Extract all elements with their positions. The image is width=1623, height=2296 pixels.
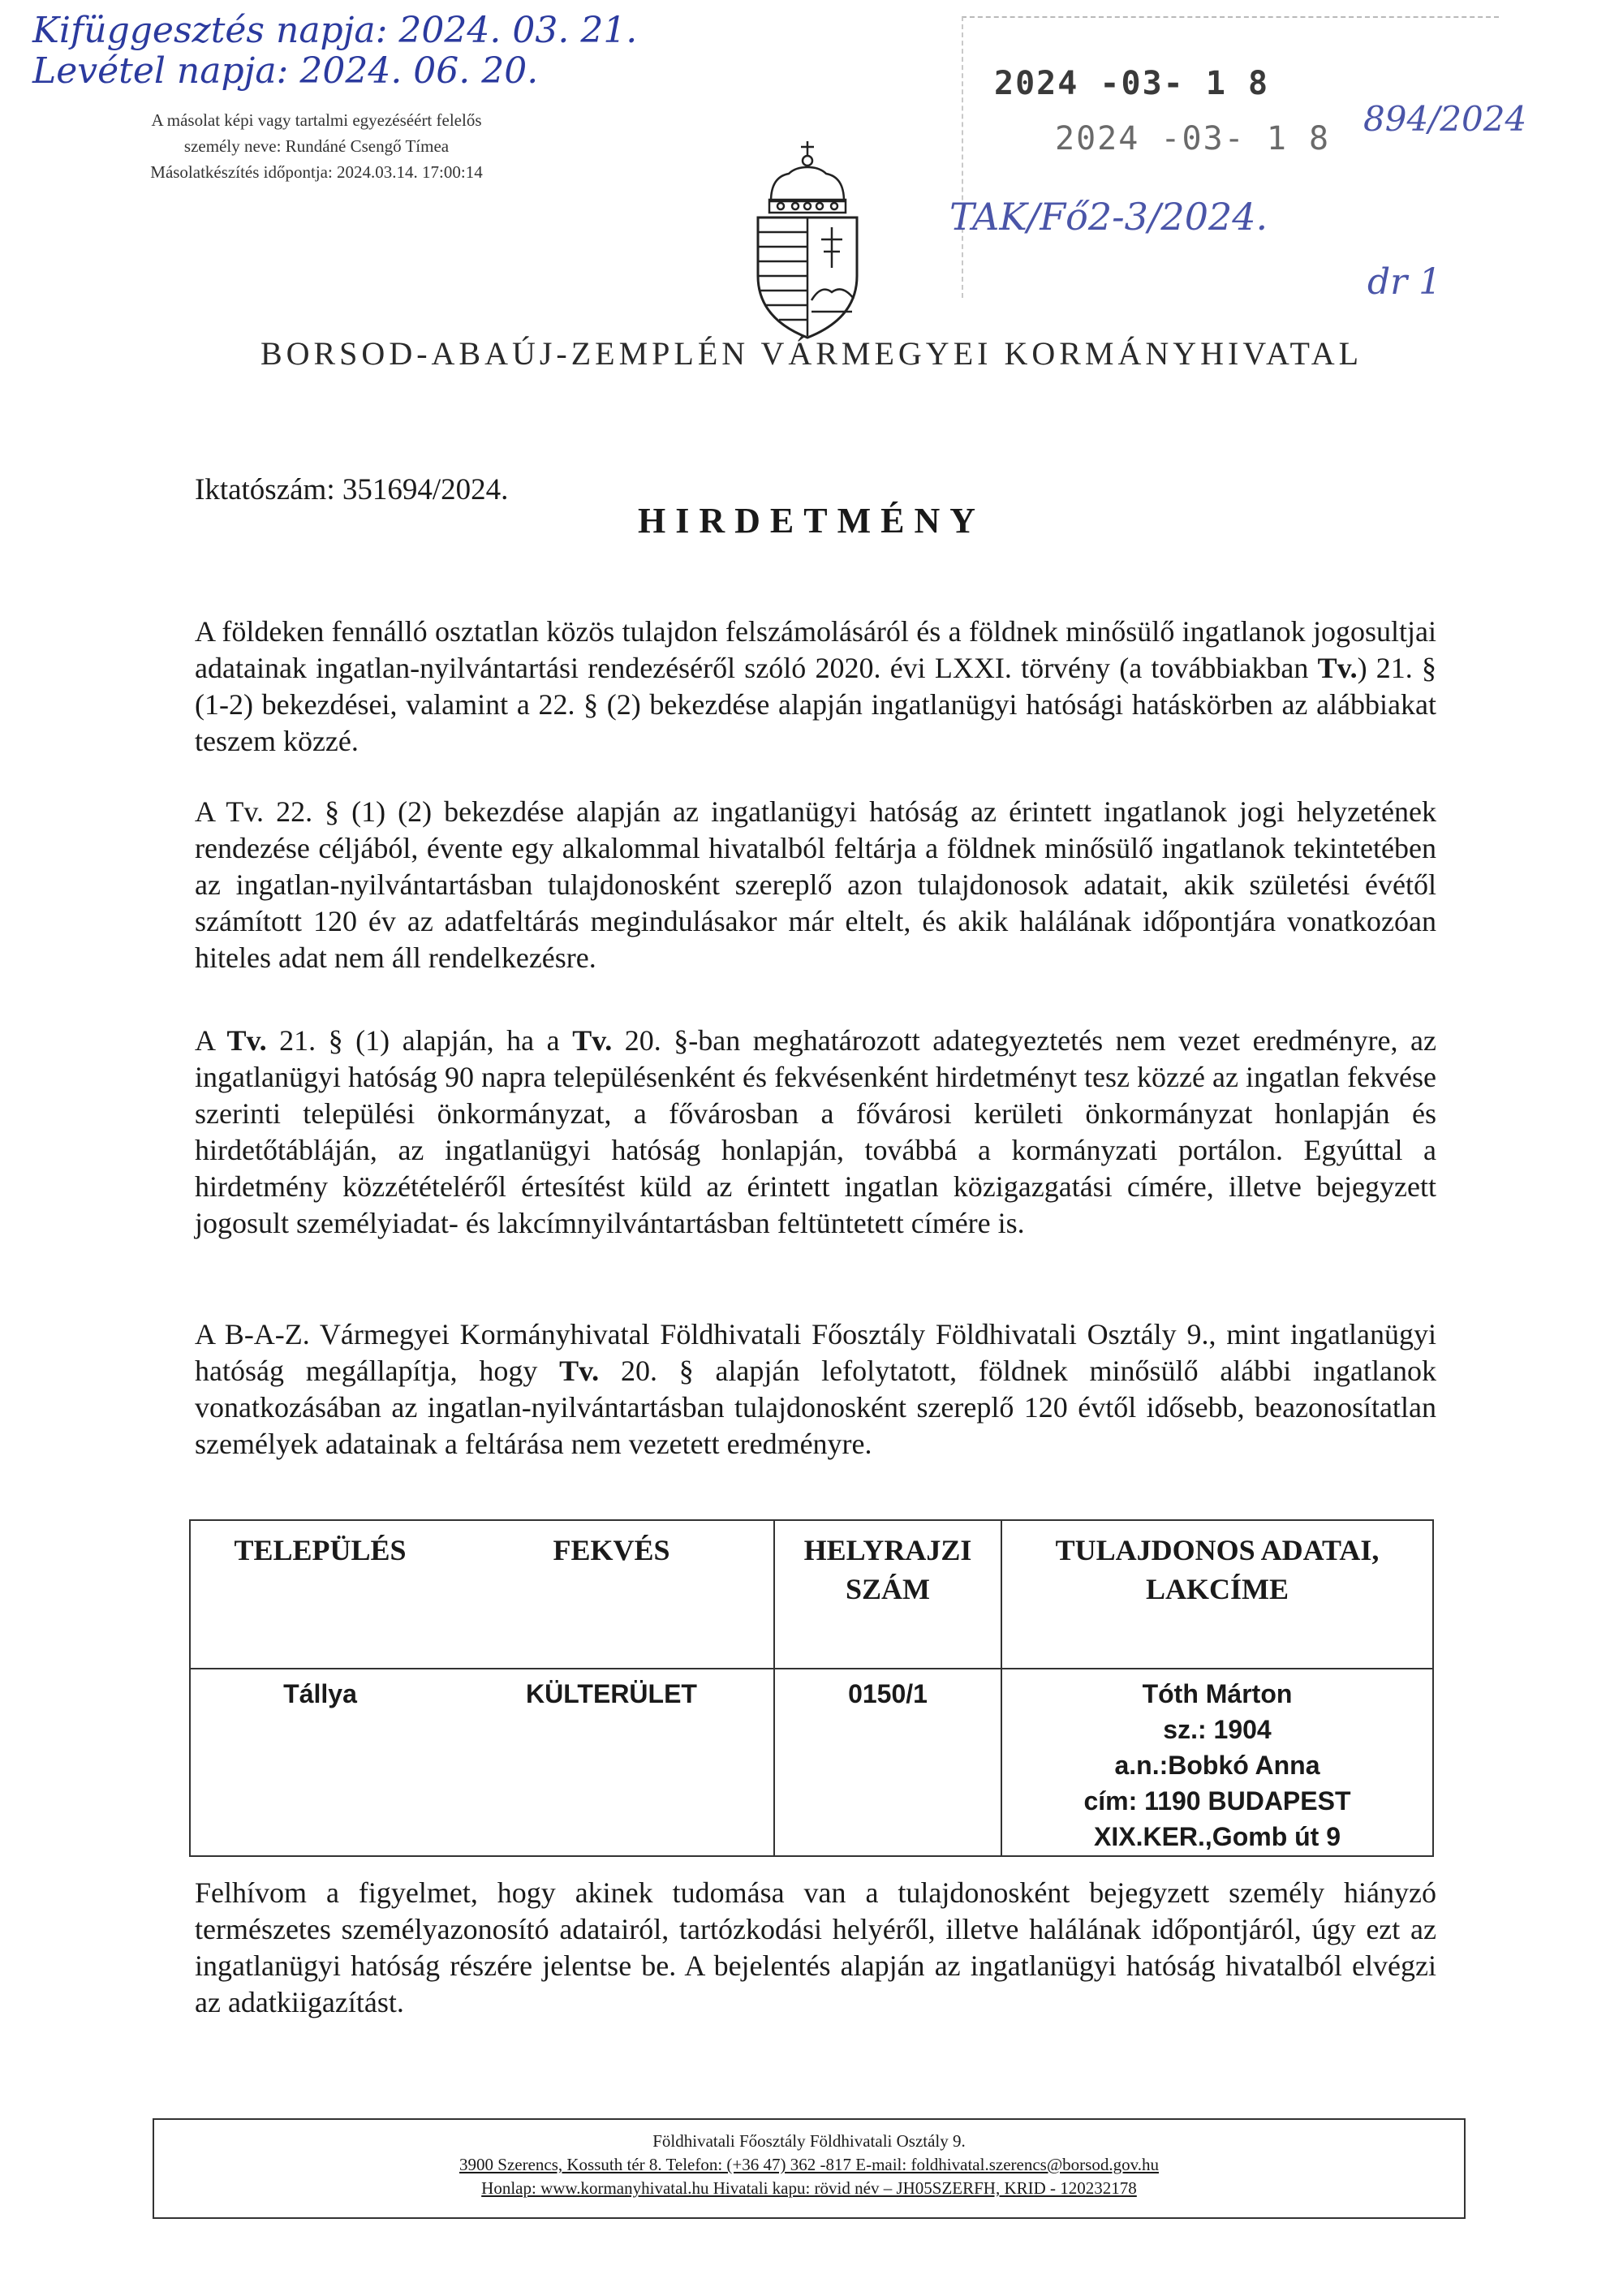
paragraph-findings: A B-A-Z. Vármegyei Kormányhivatal Földhivatali Főosztály Földhivatali Osztály 9., mint ingatlanügyi hatóság megállapítja, hogy Tv. 20. § alapján lefolytatott, földnek minősülő alábbi ingatlanok vonatkozásában az ingatlan-nyilvántartásban tulajdonosként szereplő 120 évtől idősebb, beazonosítatlan személyek adatainak a feltárása nem vezetett eredményre. [195, 1318, 1436, 1460]
handwritten-file-reference: TAK/Fő2-3/2024. [949, 195, 1268, 239]
stamp-date: 2024 -03- 1 8 [994, 65, 1270, 102]
footer-contact-box [153, 2118, 1466, 2219]
handwritten-number: 894/2024 [1363, 99, 1527, 139]
footer-department: Földhivatali Főosztály Földhivatali Osztály 9. [652, 2131, 966, 2151]
header-location: FEKVÉS [553, 1534, 670, 1566]
paragraph-legal-basis: A földeken fennálló osztatlan közös tulajdon felszámolásáról és a földnek minősülő ingatlanok jogosultjai adatainak ingatlan-nyilvántartási rendezéséről szóló 2020. évi LXXI. törvény (a továbbiakban Tv.) 21. § (1-2) bekezdései, valamint a 22. § (2) bekezdése alapján ingatlanügyi hatósági hatáskörben az alábbiakat teszem közzé. [195, 615, 1436, 757]
footer-address: 3900 Szerencs, Kossuth tér 8. Telefon: (+36 47) 362 -817 E-mail: foldhivatal.szerencs@borsod.gov.hu [459, 2155, 1159, 2174]
registration-number: Iktatószám: 351694/2024. [195, 473, 509, 506]
copy-note-line: személy neve: Rundáné Csengő Tímea [183, 136, 450, 156]
cell-settlement: Tállya [283, 1679, 357, 1708]
cell-lot-number: 0150/1 [774, 1669, 1001, 1856]
office-name: BORSOD-ABAÚJ-ZEMPLÉN VÁRMEGYEI KORMÁNYHIVATAL [260, 335, 1363, 372]
stamp-date: 2024 -03- 1 8 [1055, 120, 1331, 157]
footer-website[interactable]: Honlap: www.kormanyhivatal.hu Hivatali kapu: rövid név – JH05SZERFH, KRID - 120232178 [481, 2178, 1137, 2198]
copy-authenticity-note [105, 107, 527, 185]
posting-date-handwriting: Kifüggesztés napja: 2024. 03. 21. [32, 10, 638, 51]
header-lot-number: HELYRAJZI SZÁM [774, 1520, 1001, 1669]
footer-email-link[interactable]: foldhivatal.szerencs@borsod.gov.hu [911, 2155, 1159, 2174]
header-settlement: TELEPÜLÉS [234, 1534, 407, 1566]
cell-owner-data: Tóth Márton sz.: 1904 a.n.:Bobkó Anna cím: 1190 BUDAPEST XIX.KER.,Gomb út 9 [1083, 1679, 1351, 1851]
table-row [190, 1669, 1433, 1856]
paragraph-notice-request: Felhívom a figyelmet, hogy akinek tudomása van a tulajdonosként bejegyzett személy hiányzó természetes személyazonosító adatairól, tartózkodási helyéről, illetve halálának időpontjáról, úgy ezt az ingatlanügyi hatóság részére jelentse be. A bejelentés alapján az ingatlanügyi hatóság hivatalból elvégzi az adatkiigazítást. [195, 1876, 1436, 2018]
paragraph-publication-rules: A Tv. 21. § (1) alapján, ha a Tv. 20. §-ban meghatározott adategyeztetés nem vezet eredményre, az ingatlanügyi hatóság 90 napra településenként és fekvésenként hirdetményt tesz közzé az ingatlan fekvése szerinti települési önkormányzat, a fővárosban a fővárosi kerületi önkormányzat honlapján és hirdetőtábláján, az ingatlanügyi hatóság honlapján, továbbá a kormányzati portálon. Egyúttal a hirdetmény közzétételéről értesítést küld az érintett ingatlan közigazgatási címére, illetve bejegyzett jogosult személyiadat- és lakcímnyilvántartásban feltüntetett címére is. [195, 1024, 1436, 1239]
removal-date-handwriting: Levétel napja: 2024. 06. 20. [32, 50, 539, 92]
document-title: HIRDETMÉNY [637, 501, 986, 541]
copy-note-line: Másolatkészítés időpontja: 2024.03.14. 17:00:14 [150, 162, 483, 182]
property-table [189, 1519, 1434, 1857]
cell-location: KÜLTERÜLET [526, 1679, 697, 1708]
copy-note-line: A másolat képi vagy tartalmi egyezéséért felelős [151, 110, 482, 130]
paragraph-data-exploration: A Tv. 22. § (1) (2) bekezdése alapján az ingatlanügyi hatóság az érintett ingatlanok jogi helyzetének rendezése céljából, évente egy alkalommal hivatalból feltárja a földnek minősülő ingatlanok tekintetében az ingatlan-nyilvántartásban tulajdonosként szereplő azon tulajdonosok adatait, akik születési évétől számított 120 év az adatfeltárás megindulásakor már eltelt, és akik halálának időpontjára vonatkozóan hiteles adat nem áll rendelkezésre. [195, 795, 1436, 974]
header-owner-data: TULAJDONOS ADATAI, LAKCÍME [1055, 1534, 1380, 1605]
handwritten-initials: dr 1 [1367, 261, 1442, 303]
coat-of-arms-icon [747, 138, 868, 341]
table-header-row [190, 1520, 1433, 1669]
